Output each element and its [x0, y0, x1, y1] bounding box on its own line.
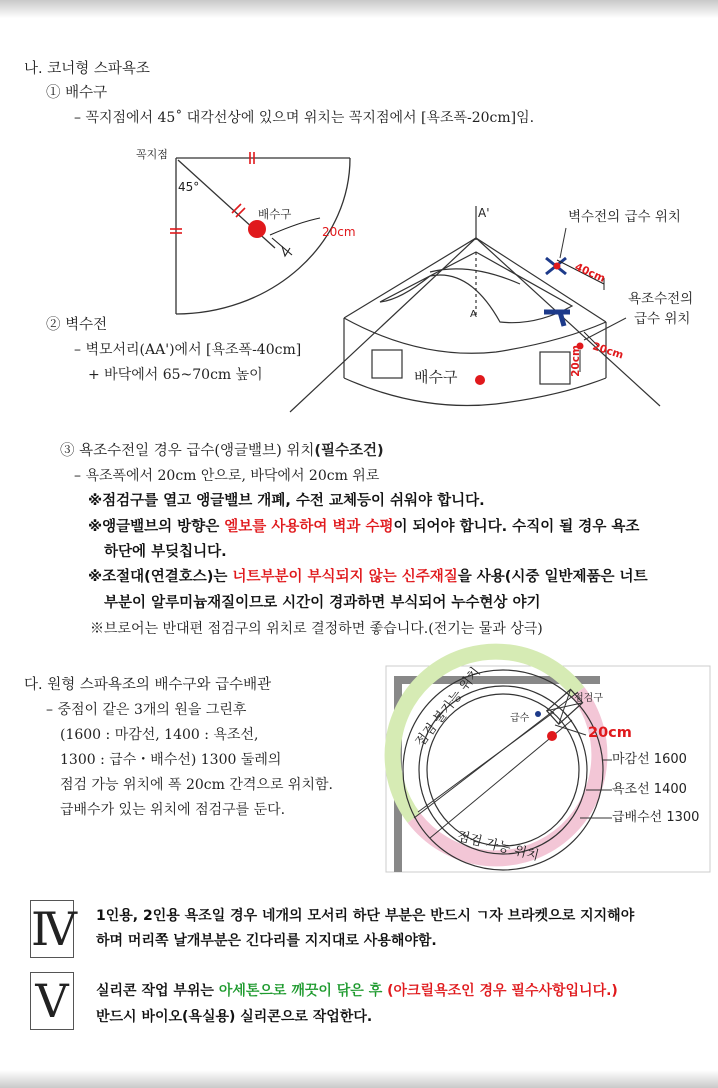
item2-line1: – 벽모서리(AA')에서 [욕조폭-40cm] — [74, 342, 302, 358]
note2-text-red: 엘보를 사용하여 벽과 수평 — [224, 519, 394, 535]
note3-text-a: ※조절대(연결호스)는 — [88, 569, 233, 585]
item1-desc: – 꼭지점에서 45˚ 대각선상에 있으며 위치는 꼭지점에서 [욕조폭-20cm]임. — [74, 110, 535, 126]
drain-distance-label: 20cm — [322, 225, 356, 239]
item2-title: ② 벽수전 — [46, 317, 108, 333]
note3-text-b: 을 사용(시중 일반제품은 너트 — [457, 569, 648, 585]
note-angle-valve-cont: 하단에 부딪칩니다. — [104, 544, 227, 560]
arc-top-label: 점검 불가능 위치 — [412, 664, 484, 750]
inspection-port-label: 점검구 — [574, 693, 603, 704]
item3-title-required: (필수조건) — [314, 443, 384, 459]
note-inspection: ※점검구를 열고 앵글밸브 개폐, 수전 교체등이 쉬워야 합니다. — [88, 493, 485, 509]
item3-desc: – 욕조폭에서 20cm 안으로, 바닥에서 20cm 위로 — [74, 468, 380, 484]
da-line-4: 점검 가능 위치에 폭 20cm 간격으로 위치함. — [60, 777, 333, 793]
da-line-2: (1600 : 마감선, 1400 : 욕조선, — [60, 727, 259, 743]
round-dist-label: 20cm — [588, 725, 632, 741]
note2-text-b: 이 되어야 합니다. 수직이 될 경우 욕조 — [393, 519, 640, 535]
da-line-1: – 중점이 같은 3개의 원을 그린후 — [46, 702, 247, 718]
box-iv-line2: 하며 머리쪽 날개부분은 긴다리를 지지대로 사용해야함. — [96, 933, 437, 949]
section-na-heading: 나. 코너형 스파욕조 — [24, 61, 150, 77]
tub-faucet-label-2: 급수 위치 — [634, 311, 691, 327]
legend-pipe-line: 급배수선 1300 — [612, 810, 700, 825]
box-v-line2: 반드시 바이오(욕실용) 실리콘으로 작업한다. — [96, 1009, 373, 1025]
item2-line2: + 바닥에서 65~70cm 높이 — [88, 367, 263, 383]
note3-text-red: 너트부분이 부식되지 않는 신주재질 — [232, 569, 458, 585]
box-v-text-red: (아크릴욕조인 경우 필수사항입니다.) — [382, 983, 618, 999]
box-iv-line1: 1인용, 2인용 욕조일 경우 네개의 모서리 하단 부분은 반드시 ㄱ자 브라켓으로 지지해야 — [96, 908, 635, 924]
dist-20a-label: 20cm — [590, 340, 625, 362]
da-line-3: 1300 : 급수・배수선) 1300 둘레의 — [60, 752, 282, 768]
legend-finish-line: 마감선 1600 — [612, 752, 687, 767]
corner-label: 꼭지점 — [136, 148, 168, 161]
legend-tub-line: 욕조선 1400 — [612, 782, 687, 797]
angle-label: 45° — [178, 180, 200, 194]
arc-bottom-label: 점검 가능 위치 — [455, 829, 541, 864]
wall-faucet-label: 벽수전의 급수 위치 — [568, 209, 681, 225]
roman-numeral-iv: Ⅳ — [31, 902, 77, 956]
box-v-text-green: 아세톤으로 깨끗이 닦은 후 — [218, 983, 383, 999]
da-line-5: 급배수가 있는 위치에 점검구를 둔다. — [60, 802, 286, 818]
tub-a-prime-label: A' — [478, 206, 490, 220]
section-da-heading: 다. 원형 스파욕조의 배수구와 급수배관 — [24, 677, 272, 693]
dist-20b-label: 20cm — [569, 345, 582, 377]
note-blower: ※브로어는 반대편 점검구의 위치로 결정하면 좋습니다.(전기는 물과 상극) — [90, 621, 543, 637]
drain-label: 배수구 — [258, 207, 292, 221]
tub-faucet-label-1: 욕조수전의 — [628, 291, 694, 307]
note2-text-a: ※앵글밸브의 방향은 — [88, 519, 225, 535]
supply-label: 급수 — [510, 713, 530, 724]
box-v-text-a: 실리콘 작업 부위는 — [96, 983, 219, 999]
item1-title: ① 배수구 — [46, 85, 108, 101]
roman-numeral-v: Ⅴ — [30, 972, 74, 1030]
tub-drain-label: 배수구 — [414, 368, 458, 386]
tub-a-label: A — [470, 309, 477, 320]
item3-title-main: ③ 욕조수전일 경우 급수(앵글밸브) 위치 — [60, 443, 315, 459]
dist-40-label: 40cm — [572, 261, 607, 285]
note-hose-cont: 부분이 알루미늄재질이므로 시간이 경과하면 부식되어 누수현상 야기 — [104, 595, 541, 611]
box-v-line1 — [96, 980, 618, 1003]
